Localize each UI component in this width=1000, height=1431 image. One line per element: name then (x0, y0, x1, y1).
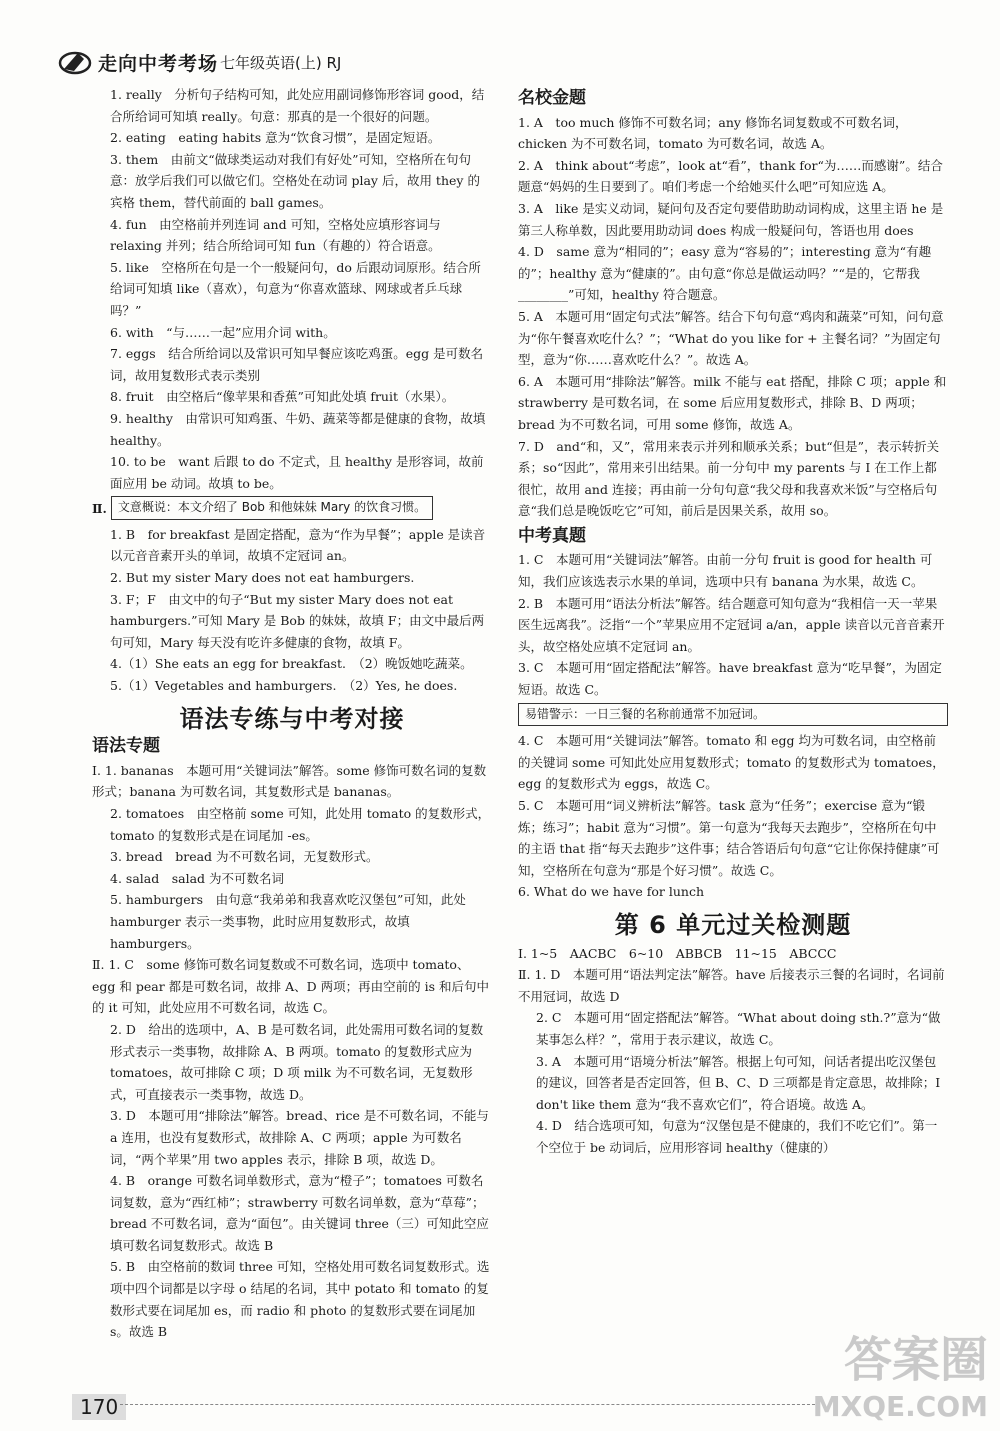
answer-item: 3. A 本题可用“语境分析法”解答。根据上句可知，问话者提出吃汉堡包的建议，回答者是否定回答，但 B、C、D 三项都是肯定意思，故排除；I don't like them 意为“我不喜欢它们”，符合语境。故选 A。 (536, 1053, 941, 1112)
reading-answers-1 (92, 84, 492, 494)
answer-item: 6. with “与……一起”应用介词 with。 (110, 324, 336, 340)
section-heading: 名校金题 (518, 88, 586, 108)
watermark (813, 1321, 988, 1423)
answer-item: 4. D same 意为“相同的”；easy 意为“容易的”；interesting 意为“有趣的”；healthy 意为“健康的”。由句意“你总是做运动吗？”“是的，它帮我________”可知，healthy 符合题意。 (518, 244, 932, 303)
answer-item: 2. eating eating habits 意为“饮食习惯”，是固定短语。 (110, 130, 441, 146)
answer-item: 4. D 结合选项可知，句意为“汉堡包是不健康的，我们不吃它们”。第一个空位于 be 动词后，应用形容词 healthy（健康的） (536, 1118, 938, 1155)
answer-item: 5. like 空格所在句是一个一般疑问句，do 后跟动词原形。结合所给词可知填 like（喜欢），句意为“你喜欢篮球、网球或者乒乓球吗？” (110, 259, 481, 318)
mingxiao-answers (518, 112, 948, 522)
answer-item: 5. C 本题可用“词义辨析法”解答。task 意为“任务”；exercise 意为“锻炼；练习”；habit 意为“习惯”。第一句意为“我每天去跑步”，空格所在句中的主语 that 指“每天去跑步”这件事；结合答语后句句意“它让你保持健康”可知，空格所在句意为“那是个好习惯”。故选 C。 (518, 798, 940, 878)
answer-item: 3. D 本题可用“排除法”解答。bread、rice 是不可数名词，不能与 a 连用，也没有复数形式，故排除 A、C 两项；apple 为可数名词，“两个苹果”用 two apples 表示，排除 B 项，故选 D。 (110, 1108, 489, 1167)
right-column (518, 84, 948, 1159)
zhongkao-answers (518, 549, 948, 700)
answer-item: 3. F；F 由文中的句子“But my sister Mary does not eat hamburgers.”可知 Mary 是 Bob 的妹妹，故填 F；由文中最后两句可知，Mary 每天没有吃许多健康的食物，故填 F。 (110, 591, 485, 650)
page-header (58, 42, 341, 82)
answer-item: 6. A 本题可用“排除法”解答。milk 不能与 eat 搭配，排除 C 项；apple 和 strawberry 是可数名词，在 some 后应用复数形式，排除 B、D 两项；bread 为不可数名词，可用 some 修饰，故选 A。 (518, 373, 947, 432)
zhongkao-answers-2 (518, 730, 948, 903)
answer-item: 8. fruit 由空格后“像苹果和香蕉”可知此处填 fruit（水果）。 (110, 389, 455, 405)
answer-item: 2. A think about“考虑”，look at“看”，thank for“为……而感谢”。结合题意“妈妈的生日要到了。咱们考虑一个给她买什么吧”可知应选 A。 (518, 157, 943, 195)
summary-section-label: Ⅱ. (92, 501, 107, 517)
answer-item: 6. What do we have for lunch (518, 884, 705, 900)
runner-logo-icon (58, 47, 94, 77)
book-subtitle: 七年级英语(上) RJ (220, 53, 342, 72)
reading-answers-2 (92, 524, 492, 697)
answer-item: 7. eggs 结合所给词以及常识可知早餐应该吃鸡蛋。egg 是可数名词，故用复数形式表示类别 (110, 346, 484, 383)
answer-item: 3. them 由前文“做球类运动对我们有好处”可知，空格所在句句意：放学后我们可以做它们。空格处在动词 play 后，故用 they 的宾格 them，替代前面的 ball games。 (110, 151, 480, 210)
watermark-url: MXQE.COM (812, 1390, 988, 1423)
answer-item: 5.（1）Vegetables and hamburgers. （2）Yes, he does. (110, 678, 458, 694)
answer-item: Ⅱ. 1. C some 修饰可数名词复数或不可数名词，选项中 tomato、egg 和 pear 都是可数名词，故排 A、D 两项；再由空前的 is 和后句中的 it 可知，此处应用不可数名词，故选 C。 (92, 957, 490, 1016)
answer-item: 4. fun 由空格前并列连词 and 可知，空格处应填形容词与 relaxing 并列；结合所给词可知 fun（有趣的）符合语意。 (110, 216, 441, 254)
answer-item: 4. C 本题可用“关键词法”解答。tomato 和 egg 均为可数名词，由空格前的关键词 some 可知此处应用复数形式；tomato 的复数形式为 tomatoes，egg 的复数形式为 eggs，故选 C。 (518, 733, 945, 792)
unit-answer-key: Ⅰ. 1~5 AACBC 6~10 ABBCB 11~15 ABCCC (518, 945, 837, 961)
answer-item: 4. salad salad 为不可数名词 (110, 870, 285, 886)
book-brand: 走向中考考场 (98, 52, 219, 75)
answer-item: 5. B 由空格前的数词 three 可知，空格处用可数名词复数形式。选项中四个词都是以字母 o 结尾的名词，其中 potato 和 tomato 的复数形式要在词尾加 es，而 radio 和 photo 的复数形式要在词尾加 s。故选 B (110, 1259, 490, 1340)
answer-item: 10. to be want 后跟 to do 不定式，且 healthy 是形容词，故前面应用 be 动词。故填 to be。 (110, 454, 484, 491)
answer-item: 1. C 本题可用“关键词法”解答。由前一分句 fruit is good for health 可知，我们应该选表示水果的单词，选项中只有 banana 为水果，故选 C。 (518, 552, 933, 590)
summary-box: 文意概说：本文介绍了 Bob 和他妹妹 Mary 的饮食习惯。 (111, 496, 433, 520)
answer-item: 3. A like 是实义动词，疑问句及否定句要借助助动词构成，这里主语 he 是第三人称单数，因此要用助动词 does 构成一般疑问句，答语也用 does (518, 200, 944, 238)
answer-item: 2. B 本题可用“语法分析法”解答。结合题意可知句意为“我相信一天一苹果医生远离我”。泛指“一个”苹果应用不定冠词 a/an，apple 读音以元音音素开头，故空格处应填不定冠词 an。 (518, 595, 945, 654)
answer-item: 5. hamburgers 由句意“我弟弟和我喜欢吃汉堡包”可知，此处 hamburger 表示一类事物，此时应用复数形式，故填 hamburgers。 (110, 892, 466, 951)
watermark-text: 答案圈 (843, 1332, 988, 1388)
grammar-part-1 (92, 760, 492, 954)
section-heading: 中考真题 (518, 525, 586, 546)
chapter-title: 语法专练与中考对接 (179, 704, 405, 733)
answer-item: 4.（1）She eats an egg for breakfast. （2）晚饭她吃蔬菜。 (110, 656, 473, 672)
answer-item: 1. really 分析句子结构可知，此处应用副词修饰形容词 good，结合所给词可知填 really。句意：那真的是一个很好的问题。 (110, 87, 485, 124)
section-heading: 语法专题 (92, 736, 160, 757)
answer-item: 3. bread bread 为不可数名词，无复数形式。 (110, 849, 379, 865)
warning-box: 易错警示：一日三餐的名称前通常不加冠词。 (518, 703, 948, 727)
summary-row (92, 494, 492, 524)
unit-part-2 (518, 964, 948, 1158)
answer-item: Ⅱ. 1. D 本题可用“语法判定法”解答。have 后接表示三餐的名词时，名词前不用冠词，故选 D (518, 967, 945, 1004)
answer-item: 3. C 本题可用“固定搭配法”解答。have breakfast 意为“吃早餐”，为固定短语。故选 C。 (518, 660, 942, 698)
answer-item: 2. D 给出的选项中，A、B 是可数名词，此处需用可数名词的复数形式表示一类事物，故排除 A、B 两项。tomato 的复数形式应为 tomatoes，故可排除 C 项；D 项 milk 为不可数名词，无复数形式，可直接表示一类事物，故选 D。 (110, 1021, 484, 1102)
footer-divider (120, 1404, 820, 1405)
answer-item: 4. B orange 可数名词单数形式，意为“橙子”；tomatoes 可数名词复数，意为“西红柿”；strawberry 可数名词单数，意为“草莓”；bread 不可数名词，意为“面包”。由关键词 three（三）可知此空应填可数名词复数形式。故选 B (110, 1173, 489, 1253)
answer-item: 5. A 本题可用“固定句式法”解答。结合下句句意“鸡肉和蔬菜”可知，问句意为“你午餐喜欢吃什么？”；“What do you like for + 主餐名词？”为固定句型，意为“你……喜欢吃什么？”。故选 A。 (518, 308, 944, 368)
answer-item: 2. But my sister Mary does not eat hamburgers. (110, 570, 415, 586)
unit-test-title: 第 6 单元过关检测题 (614, 910, 852, 939)
left-column (92, 84, 492, 1343)
answer-item: 2. tomatoes 由空格前 some 可知，此处用 tomato 的复数形式，tomato 的复数形式是在词尾加 -es。 (110, 806, 491, 843)
grammar-part-2 (92, 954, 492, 1343)
answer-item: 7. D and“和，又”，常用来表示并列和顺承关系；but“但是”，表示转折关系；so“因此”，常用来引出结果。前一分句中 my parents 与 I 在工作上都很忙，故用 and 连接；再由前一分句句意“我父母和我喜欢米饭”与空格后句意“我们总是晚饭吃它”可知，前后是因果关系，故用 so。 (518, 438, 940, 519)
answer-item: 1. A too much 修饰不可数名词；any 修饰名词复数或不可数名词，chicken 为不可数名词，tomato 为可数名词，故选 A。 (518, 114, 908, 152)
answer-item: Ⅰ. 1. bananas 本题可用“关键词法”解答。some 修饰可数名词的复数形式；banana 为可数名词，其复数形式是 bananas。 (92, 762, 487, 800)
answer-item: 2. C 本题可用“固定搭配法”解答。“What about doing sth.?”意为“做某事怎么样？”，常用于表示建议，故选 C。 (536, 1010, 941, 1047)
page-number: 170 (72, 1394, 126, 1420)
answer-item: 1. B for breakfast 是固定搭配，意为“作为早餐”；apple 是读音以元音音素开头的单词，故填不定冠词 an。 (110, 526, 486, 564)
answer-item: 9. healthy 由常识可知鸡蛋、牛奶、蔬菜等都是健康的食物，故填 healthy。 (110, 410, 486, 448)
